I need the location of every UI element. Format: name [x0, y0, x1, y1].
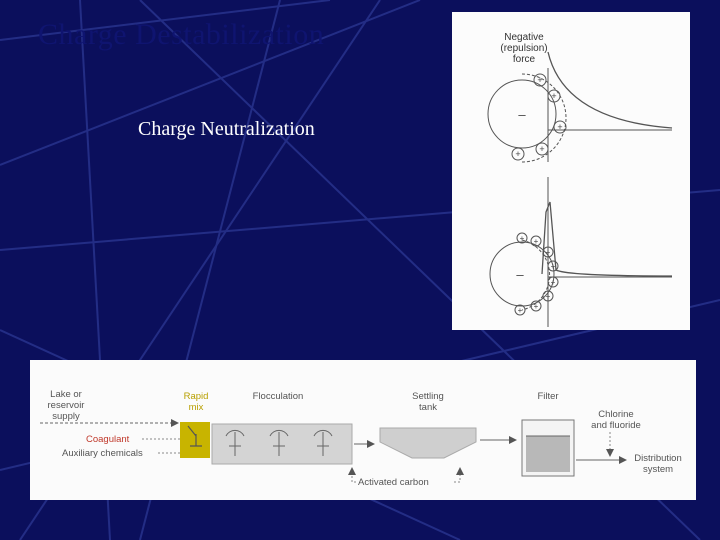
carbon-arrow-right — [454, 468, 460, 482]
slide-subtitle: Charge Neutralization — [138, 118, 315, 140]
source-line1: Lake or — [50, 389, 82, 400]
settling-tank — [380, 428, 476, 458]
particle-sign-top: – — [518, 107, 526, 122]
particle-bottom — [490, 177, 672, 327]
rapid-mix-tank — [180, 422, 210, 458]
distribution-line1: Distribution — [634, 453, 682, 464]
rapid-mix-line1: Rapid — [183, 391, 209, 402]
svg-text:+: + — [519, 234, 525, 243]
chlorine-line1: Chlorine — [598, 409, 634, 420]
force-label-line2: (repulsion) — [500, 43, 548, 54]
carbon-arrow-left — [352, 468, 356, 482]
filter-media — [526, 436, 570, 472]
svg-text:+: + — [533, 302, 539, 311]
distribution-line2: system — [642, 464, 674, 475]
chlorine-line2: and fluoride — [591, 420, 641, 431]
force-label-line3: force — [512, 54, 536, 65]
force-label — [500, 32, 547, 65]
filter-label: Filter — [537, 391, 559, 402]
svg-text:+: + — [515, 149, 521, 159]
particle-top — [488, 52, 672, 162]
svg-text:+: + — [551, 91, 557, 101]
coagulant-label: Coagulant — [86, 434, 130, 445]
svg-text:+: + — [539, 144, 545, 154]
svg-text:+: + — [517, 306, 523, 315]
repulsion-diagram — [452, 12, 690, 330]
flocculation-basin — [212, 424, 352, 464]
settling-line1: Settling — [412, 391, 444, 402]
flocculation-label: Flocculation — [252, 391, 304, 402]
particle-sign-bottom: – — [516, 267, 524, 282]
svg-text:+: + — [557, 122, 563, 132]
svg-text:+: + — [545, 292, 551, 301]
svg-text:+: + — [545, 248, 551, 257]
treatment-flow-diagram — [30, 360, 696, 500]
svg-text:+: + — [550, 278, 556, 287]
source-line2: reservoir — [47, 400, 85, 411]
svg-text:+: + — [533, 237, 539, 246]
svg-text:+: + — [550, 262, 556, 271]
slide-title: Charge Destabilization — [38, 18, 325, 51]
force-label-line1: Negative — [504, 32, 544, 43]
settling-line2: tank — [419, 402, 437, 413]
source-line3: supply — [52, 411, 80, 422]
svg-text:+: + — [537, 75, 543, 85]
rapid-mix-line2: mix — [188, 402, 204, 413]
auxiliary-label: Auxiliary chemicals — [62, 448, 143, 459]
activated-carbon-label: Activated carbon — [358, 477, 429, 488]
